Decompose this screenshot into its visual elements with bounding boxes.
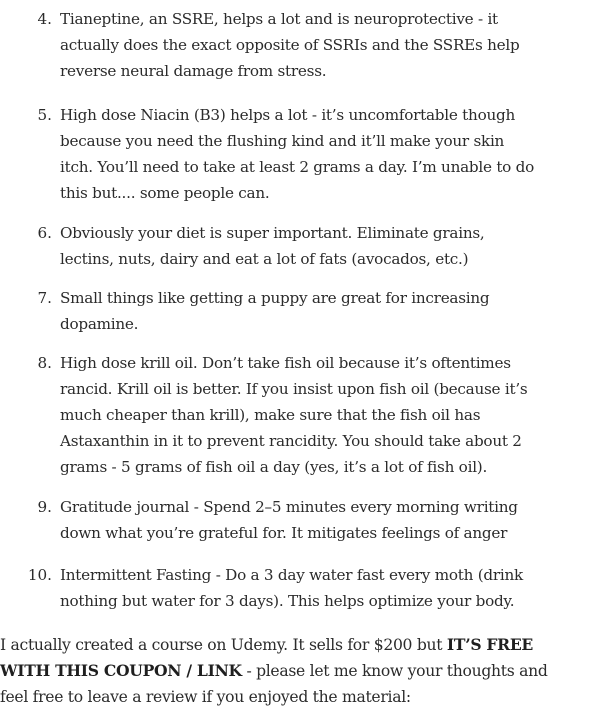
closing-text: feel free to leave a review if you enjoyed the material: [0,688,411,706]
list-item-number: 8. [37,354,52,372]
list-item-text: High dose Niacin (B3) helps a lot - it’s uncomfortable though because you need the flushing kind and it’ll make your skin itch. You’ll need to take at least 2 grams a day. I’m unable to do this but.... some people can. [60,106,535,202]
list-item-text: Intermittent Fasting - Do a 3 day water fast every moth (drink nothing but water for 3 days). This helps optimize your body. [60,566,523,610]
list-item-text: High dose krill oil. Don’t take fish oil because it’s oftentimes rancid. Krill oil is better. If you insist upon fish oil (because it’s much cheaper than krill), make sure that the fish oil has Astaxanthin in it to prevent rancidity. You should take about 2 grams - 5 grams of fish oil a day (yes, it’s a lot of fish oil). [60,354,528,476]
list-item-number: 6. [37,224,52,242]
list-item-text: Obviously your diet is super important. Eliminate grains, lectins, nuts, dairy and eat a lot of fats (avocados, etc.) [60,224,485,268]
list-item-number: 5. [37,106,52,124]
list-item-number: 7. [37,289,52,307]
list-item-text: Tianeptine, an SSRE, helps a lot and is neuroprotective - it actually does the exact opposite of SSRIs and the SSREs help reverse neural damage from stress. [60,10,520,80]
list-item-number: 10. [27,566,52,584]
coupon-emphasis: IT’S FREE [446,635,534,654]
list-item-text: Gratitude journal - Spend 2–5 minutes every morning writing down what you’re grateful for. It mitigates feelings of anger [60,498,518,542]
list-item-number: 4. [37,10,52,28]
closing-text: I actually created a course on Udemy. It sells for $200 but [0,636,447,654]
closing-paragraph [0,632,612,710]
list-item-text: Small things like getting a puppy are great for increasing dopamine. [60,289,490,333]
coupon-link-emphasis: WITH THIS COUPON / LINK [0,661,242,680]
list-item-number: 9. [37,498,52,516]
closing-text: - please let me know your thoughts and [241,662,548,680]
